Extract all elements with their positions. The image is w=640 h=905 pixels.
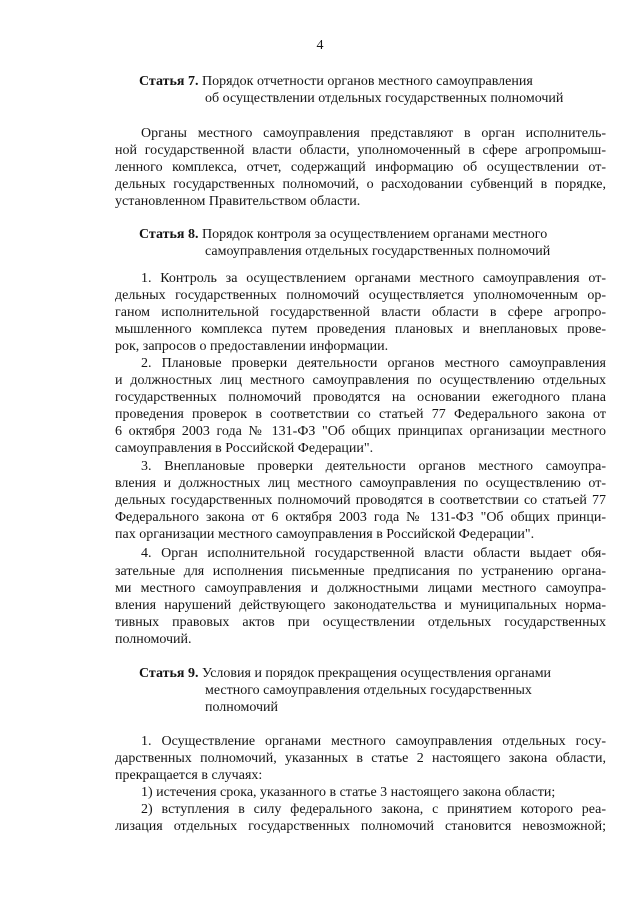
article8-p4-line: 4. Орган исполнительной государственной власти области выдает обя- (141, 546, 606, 561)
article7-heading-text: Порядок отчетности органов местного самоуправления (201, 74, 533, 89)
article8-p1-line: дельных государственных полномочий осуществляется уполномоченным ор- (115, 288, 606, 303)
article8-p2-line: проведения проверок в соответствии со статьей 77 Федерального закона от (115, 407, 606, 422)
article9-p1-line: прекращается в случаях: (115, 768, 263, 783)
article8-p4-line: зательные для исполнения письменные предписания по устранению органа- (115, 564, 606, 579)
article8-p1-line: мышленного комплекса путем проведения плановых и внеплановых прове- (115, 322, 606, 337)
article8-p3-line: вления и должностных лиц местного самоуправления по осуществлению от- (115, 476, 606, 491)
article8-p1-line: ганом исполнительной государственной власти области в сфере агропро- (115, 305, 606, 320)
article8-heading-text: Порядок контроля за осуществлением органами местного (201, 227, 548, 242)
article7-body-line: дельных государственных полномочий, о расходовании субвенций в порядке, (115, 177, 606, 192)
article7-heading (139, 73, 609, 90)
article8-p4-line: полномочий. (115, 632, 192, 647)
article9-list-item: 2) вступления в силу федерального закона, с принятием которого реа- (141, 802, 606, 817)
article8-p4-line: вления нарушений действующего законодательства и муниципальных норма- (115, 598, 606, 613)
article9-p1-line: 1. Осуществление органами местного самоуправления отдельных госу- (141, 734, 606, 749)
article7-body-line: ленного комплекса, отчет, содержащий информацию об осуществлении от- (115, 160, 606, 175)
article8-p3-line: дельных государственных полномочий проводятся в соответствии со статьей 77 (115, 493, 606, 508)
article7-body-line: установленном Правительством области. (115, 194, 361, 209)
article8-p4-line: тивных правовых актов при осуществлении отдельных государственных (115, 615, 606, 630)
article8-p3-line: пах организации местного самоуправления в Российской Федерации". (115, 527, 535, 542)
article8-p2-line: и должностных лиц местного самоуправления по осуществлению отдельных (115, 373, 606, 388)
article8-p1-line: рок, запросов о предоставлении информации. (115, 339, 389, 354)
article8-p4-line: ми местного самоуправления и должностными лицами местного самоупра- (115, 581, 606, 596)
article9-list-item: 1) истечения срока, указанного в статье 3 настоящего закона области; (141, 785, 556, 800)
article8-p2-line: 2. Плановые проверки деятельности органов местного самоуправления (141, 356, 606, 371)
article9-p1-line: дарственных полномочий, указанных в статье 2 настоящего закона области, (115, 751, 606, 766)
article8-heading (139, 226, 609, 243)
article8-p1-line: 1. Контроль за осуществлением органами местного самоуправления от- (141, 271, 606, 286)
article9-list-item: лизация отдельных государственных полномочий становится невозможной; (115, 819, 606, 834)
article8-p2-line: 6 октября 2003 года № 131-ФЗ "Об общих принципах организации местного (115, 424, 606, 439)
article7-heading-line2: об осуществлении отдельных государственных полномочий (205, 91, 564, 106)
article9-heading-line2: местного самоуправления отдельных государственных (205, 683, 532, 698)
article7-body-line: ной государственной власти области, уполномоченный в сфере агропромыш- (115, 143, 606, 158)
article8-heading-bold: Статья 8. (139, 227, 199, 242)
article8-p3-line: Федерального закона от 6 октября 2003 года № 131-ФЗ "Об общих принци- (115, 510, 606, 525)
article9-heading-bold: Статья 9. (139, 666, 199, 681)
article8-heading-line2: самоуправления отдельных государственных полномочий (205, 244, 551, 259)
article7-heading-bold: Статья 7. (139, 74, 199, 89)
article9-heading-line3: полномочий (205, 700, 279, 715)
article9-heading (139, 665, 609, 682)
article8-p2-line: самоуправления в Российской Федерации". (115, 441, 374, 456)
article9-heading-text: Условия и порядок прекращения осуществления органами (201, 666, 552, 681)
article8-p2-line: государственных полномочий проводятся на основании ежегодного плана (115, 390, 606, 405)
page-number: 4 (316, 38, 324, 53)
article8-p3-line: 3. Внеплановые проверки деятельности органов местного самоупра- (141, 459, 606, 474)
article7-body-line: Органы местного самоуправления представляют в орган исполнитель- (141, 126, 606, 141)
